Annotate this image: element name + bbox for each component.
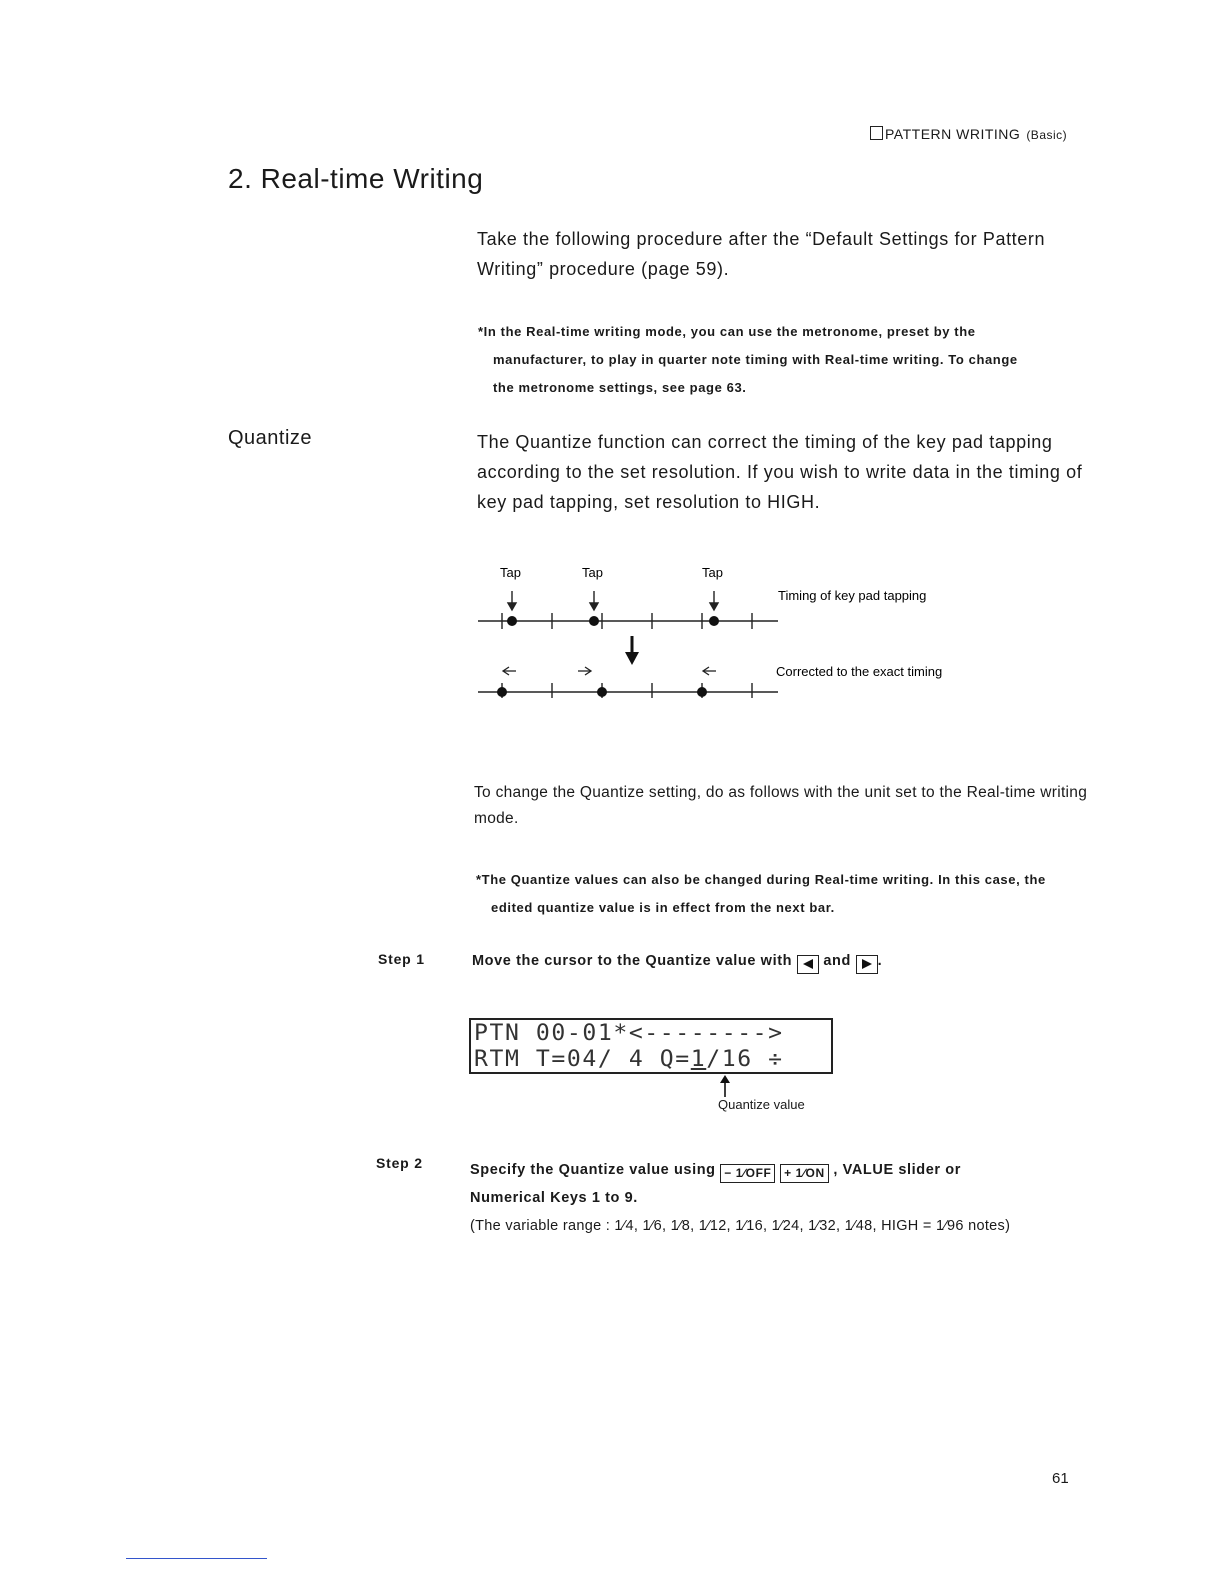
quantize-description: The Quantize function can correct the timing of the key pad tapping according to the set resolution. If you wish to write data in the timing of key pad tapping, set resolution to HIGH. (477, 432, 1083, 512)
intro-paragraph: Take the following procedure after the “Default Settings for Pattern Writing” procedure (page 59). (477, 229, 1046, 279)
step-1-label: Step 1 (378, 951, 425, 967)
correction-arrows (503, 667, 716, 675)
tap-label-1: Tap (500, 565, 521, 580)
plus-1-on-key: + 1∕ON (780, 1164, 829, 1183)
tap-label-2: Tap (582, 565, 603, 580)
step-1-text (472, 953, 882, 974)
page-title: 2. Real-time Writing (228, 163, 484, 194)
page-number: 61 (1052, 1470, 1069, 1487)
change-quantize-instructions: To change the Quantize setting, do as follows with the unit set to the Real-time writing mode. (474, 784, 1088, 827)
lcd-line-1: PTN 00-01*<--------> (474, 1021, 784, 1046)
header-section: PATTERN WRITING (885, 126, 1021, 142)
corrected-timeline (478, 683, 778, 698)
lcd-line-2-suffix: /16 ÷ (706, 1047, 784, 1072)
step-1-text-before: Move the cursor to the Quantize value with (472, 953, 793, 969)
variable-range-text: (The variable range : 1∕4, 1∕6, 1∕8, 1∕12, 1∕16, 1∕24, 1∕32, 1∕48, HIGH = 1∕96 notes) (470, 1218, 1011, 1234)
footer-rule (126, 1558, 267, 1559)
note-asterisk: * (478, 324, 484, 339)
cursor-right-key (856, 955, 878, 974)
step-1-text-between: and (823, 953, 851, 969)
cursor-left-key (797, 955, 819, 974)
step-2-text (470, 1156, 1110, 1212)
running-header (870, 126, 1067, 142)
step-2-text-after: , VALUE slider or (833, 1162, 961, 1178)
down-arrow-icon (625, 636, 639, 665)
lcd-line-2-prefix: RTM T=04/ 4 Q= (474, 1047, 691, 1072)
metronome-note (478, 318, 1108, 402)
header-qualifier: (Basic) (1026, 128, 1068, 142)
step-2-label: Step 2 (376, 1155, 423, 1171)
minus-1-off-key: − 1∕OFF (720, 1164, 775, 1183)
note-asterisk: * (476, 872, 482, 887)
right-triangle-icon (860, 958, 874, 970)
step-2-line-2: Numerical Keys 1 to 9. (470, 1190, 638, 1206)
tapping-timing-label: Timing of key pad tapping (778, 588, 927, 603)
quantize-heading: Quantize (228, 427, 313, 449)
left-triangle-icon (801, 958, 815, 970)
tap-label-3: Tap (702, 565, 723, 580)
timing-diagram-svg (470, 558, 1030, 698)
quantize-timing-diagram (470, 558, 1030, 703)
note-line-1: The Quantize values can also be changed during Real-time writing. In this case, the (481, 872, 1046, 887)
step-2-text-before: Specify the Quantize value using (470, 1162, 716, 1178)
quantize-edit-note (476, 866, 1116, 922)
lcd-display (469, 1018, 833, 1074)
lcd-cursor: 1 (690, 1047, 707, 1072)
note-line-2: manufacturer, to play in quarter note timing with Real-time writing. To change (493, 352, 1018, 367)
note-line-2: edited quantize value is in effect from the next bar. (491, 900, 835, 915)
lcd-line-2 (474, 1047, 849, 1073)
chapter-marker-icon (870, 126, 883, 140)
tapping-timeline (478, 613, 778, 629)
corrected-timing-label: Corrected to the exact timing (776, 664, 943, 679)
note-line-1: In the Real-time writing mode, you can use the metronome, preset by the (483, 324, 976, 339)
tap-arrows (508, 591, 718, 610)
step-1-text-after: . (877, 953, 883, 969)
quantize-value-label: Quantize value (718, 1097, 805, 1112)
note-line-3: the metronome settings, see page 63. (493, 380, 747, 395)
